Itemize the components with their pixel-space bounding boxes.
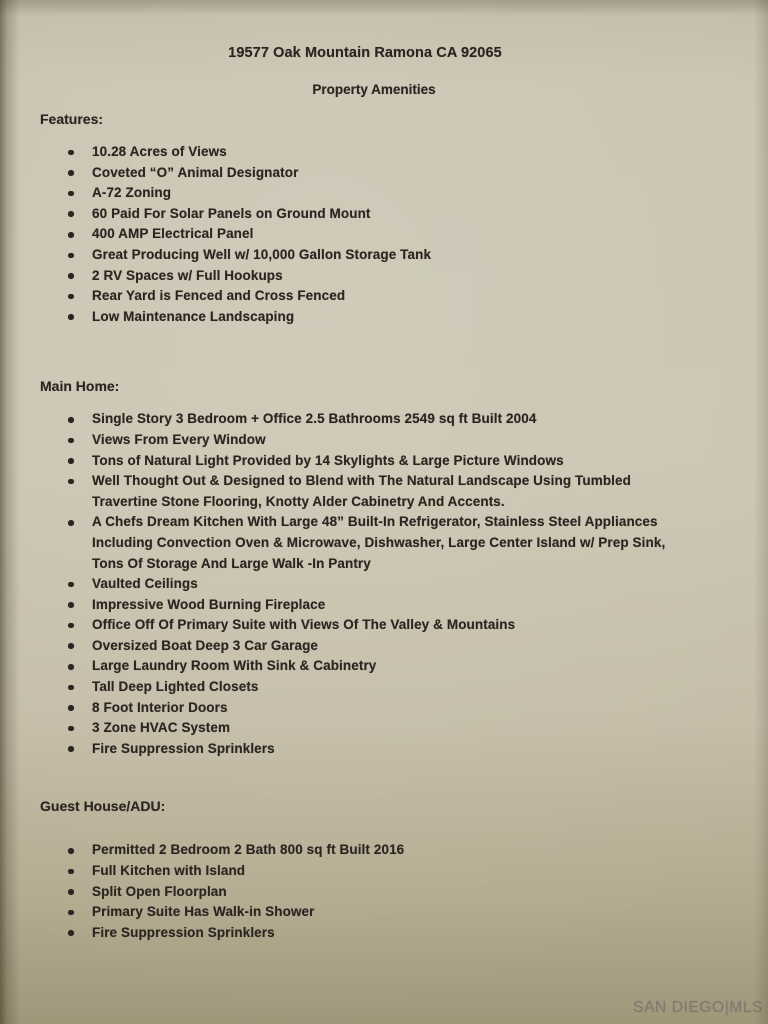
bullet-item: Well Thought Out & Designed to Blend with The Natural Landscape Using Tumbled Travertine Stone Flooring, Knotty Alder Cabinetry And Accents. — [92, 471, 690, 512]
document-sections — [0, 112, 768, 943]
bullet-item: 2 RV Spaces w/ Full Hookups — [92, 266, 690, 287]
bullet-item: 10.28 Acres of Views — [92, 142, 690, 163]
bullet-item: Great Producing Well w/ 10,000 Gallon Storage Tank — [92, 245, 690, 266]
bullet-item: Impressive Wood Burning Fireplace — [92, 595, 690, 616]
document-content — [0, 46, 768, 943]
bullet-item: Fire Suppression Sprinklers — [92, 923, 690, 944]
bullet-item: Vaulted Ceilings — [92, 574, 690, 595]
bullet-item: Split Open Floorplan — [92, 882, 690, 903]
bullet-list — [0, 142, 768, 327]
bullet-item: A-72 Zoning — [92, 183, 690, 204]
document-title: 19577 Oak Mountain Ramona CA 92065 — [228, 45, 502, 61]
section-heading: Main Home: — [40, 378, 120, 395]
bullet-item: Primary Suite Has Walk-in Shower — [92, 902, 690, 923]
bullet-item: Coveted “O” Animal Designator — [92, 163, 690, 184]
document-section — [0, 112, 768, 327]
bullet-item: 8 Foot Interior Doors — [92, 698, 690, 719]
document-section — [0, 379, 768, 759]
bullet-item: Office Off Of Primary Suite with Views Of The Valley & Mountains — [92, 615, 690, 636]
bullet-item: Full Kitchen with Island — [92, 861, 690, 882]
bullet-item: Low Maintenance Landscaping — [92, 307, 690, 328]
bullet-list — [0, 840, 768, 943]
bullet-item: Oversized Boat Deep 3 Car Garage — [92, 636, 690, 657]
bullet-list — [0, 409, 768, 759]
bullet-item: 400 AMP Electrical Panel — [92, 224, 690, 245]
bullet-item: Fire Suppression Sprinklers — [92, 739, 690, 760]
section-heading: Features: — [40, 111, 104, 127]
bullet-item: Permitted 2 Bedroom 2 Bath 800 sq ft Built 2016 — [92, 840, 690, 861]
bullet-item: Tall Deep Lighted Closets — [92, 677, 690, 698]
section-heading: Guest House/ADU: — [40, 798, 166, 815]
document-section — [0, 799, 768, 943]
bullet-item: Tons of Natural Light Provided by 14 Skylights & Large Picture Windows — [92, 451, 690, 472]
bullet-item: Large Laundry Room With Sink & Cabinetry — [92, 656, 690, 677]
bullet-item: Views From Every Window — [92, 430, 690, 451]
bullet-item: 3 Zone HVAC System — [92, 718, 690, 739]
mls-watermark: SAN DIEGO|MLS — [633, 999, 763, 1016]
bullet-item: 60 Paid For Solar Panels on Ground Mount — [92, 204, 690, 225]
bullet-item: Rear Yard is Fenced and Cross Fenced — [92, 286, 690, 307]
document-subtitle: Property Amenities — [312, 82, 436, 97]
bullet-item: A Chefs Dream Kitchen With Large 48” Built-In Refrigerator, Stainless Steel Appliances Including Convection Oven & Microwave, Dishwasher, Large Center Island w/ Prep Sink, Tons Of Storage And Large Walk -In Pantry — [92, 512, 690, 574]
bullet-item: Single Story 3 Bedroom + Office 2.5 Bathrooms 2549 sq ft Built 2004 — [92, 409, 690, 430]
